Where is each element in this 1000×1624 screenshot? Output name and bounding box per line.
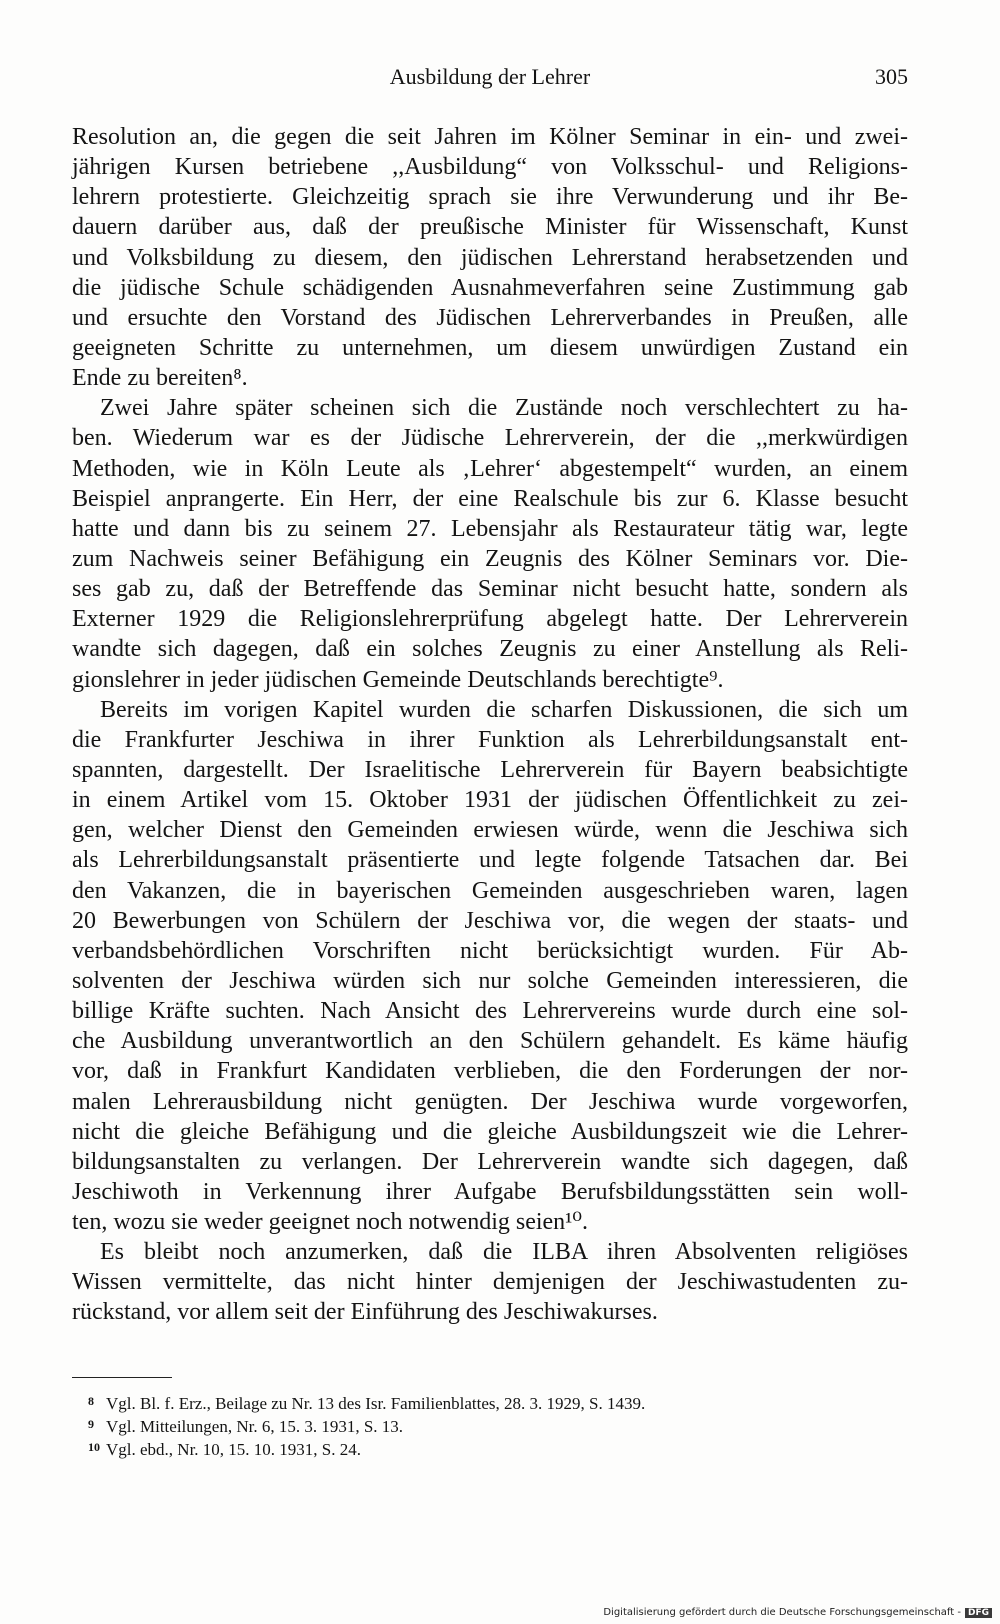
footnote-divider — [72, 1377, 172, 1378]
text-line: lehrern protestierte. Gleichzeitig sprach sie ihre Verwunderung und ihr Be- — [72, 184, 908, 211]
text-line: ses gab zu, daß der Betreffende das Seminar nicht besucht hatte, sondern als — [72, 576, 908, 603]
running-title: Ausbildung der Lehrer — [389, 64, 591, 89]
footnote-mark: 8 — [88, 1394, 94, 1408]
text-line: wandte sich dagegen, daß ein solches Zeugnis zu einer Anstellung als Reli- — [72, 636, 908, 663]
digitization-credit — [603, 1607, 992, 1618]
text-line: 20 Bewerbungen von Schülern der Jeschiwa vor, die wegen der staats- und — [72, 907, 908, 934]
text-line: Zwei Jahre später scheinen sich die Zustände noch verschlechtert zu ha- — [100, 395, 908, 422]
text-line: bildungsanstalten zu verlangen. Der Lehrerverein wandte sich dagegen, daß — [72, 1148, 908, 1175]
text-line: ben. Wiederum war es der Jüdische Lehrerverein, der die ,,merkwürdigen — [72, 425, 908, 452]
text-line: Wissen vermittelte, das nicht hinter demjenigen der Jeschiwastudenten zu- — [72, 1269, 908, 1296]
text-line: billige Kräfte suchten. Nach Ansicht des Lehrervereins wurde durch eine sol- — [72, 998, 908, 1025]
text-line: Resolution an, die gegen die seit Jahren im Kölner Seminar in ein- und zwei- — [72, 124, 908, 150]
text-line: ten, wozu sie weder geeignet noch notwendig seien¹⁰. — [72, 1209, 588, 1236]
text-line: solventen der Jeschiwa würden sich nur solche Gemeinden interessieren, die — [72, 967, 908, 994]
footnote-mark: 10 — [88, 1440, 100, 1454]
footnotes — [88, 1390, 888, 1459]
text-line: die Frankfurter Jeschiwa in ihrer Funktion als Lehrerbildungsanstalt ent- — [72, 726, 908, 753]
text-line: verbandsbehördlichen Vorschriften nicht berücksichtigt wurden. Für Ab- — [72, 937, 908, 964]
footnote-text: Vgl. Mitteilungen, Nr. 6, 15. 3. 1931, S. 13. — [106, 1417, 404, 1436]
text-line: Es bleibt noch anzumerken, daß die ILBA ihren Absolventen religiöses — [100, 1239, 908, 1266]
text-line: Beispiel anprangerte. Ein Herr, der eine Realschule bis zur 6. Klasse besucht — [72, 485, 908, 512]
text-line: gen, welcher Dienst den Gemeinden erwiesen würde, wenn die Jeschiwa sich — [72, 817, 908, 844]
text-line: Jeschiwoth in Verkennung ihrer Aufgabe Berufsbildungsstätten sein woll- — [72, 1178, 908, 1205]
body-text — [72, 122, 908, 1328]
text-line: hatte und dann bis zu seinem 27. Lebensjahr als Restaurateur tätig war, legte — [72, 515, 908, 542]
text-line: Ende zu bereiten⁸. — [72, 365, 248, 392]
text-line: dauern darüber aus, daß der preußische Minister für Wissenschaft, Kunst — [72, 214, 908, 241]
page-number: 305 — [875, 64, 908, 89]
credit-text: Digitalisierung gefördert durch die Deutsche Forschungsgemeinschaft - — [603, 1607, 961, 1618]
text-line: Methoden, wie in Köln Leute als ‚Lehrer‘ abgestempelt“ wurden, an einem — [72, 455, 908, 482]
footnote-text: Vgl. Bl. f. Erz., Beilage zu Nr. 13 des Isr. Familienblattes, 28. 3. 1929, S. 1439. — [106, 1394, 646, 1413]
text-line: malen Lehrerausbildung nicht genügten. Der Jeschiwa wurde vorgeworfen, — [72, 1088, 908, 1115]
text-line: rückstand, vor allem seit der Einführung des Jeschiwakurses. — [72, 1299, 658, 1326]
footnote-mark: 9 — [88, 1417, 94, 1431]
text-line: jährigen Kursen betriebene ,,Ausbildung“ von Volksschul- und Religions- — [72, 154, 908, 181]
text-line: gionslehrer in jeder jüdischen Gemeinde Deutschlands berechtigte⁹. — [72, 666, 724, 693]
text-line: Bereits im vorigen Kapitel wurden die scharfen Diskussionen, die sich um — [100, 696, 908, 723]
text-line: che Ausbildung unverantwortlich an den Schülern gehandelt. Es käme häufig — [72, 1028, 908, 1055]
text-line: Externer 1929 die Religionslehrerprüfung abgelegt hatte. Der Lehrerverein — [72, 606, 908, 633]
text-line: geeigneten Schritte zu unternehmen, um diesem unwürdigen Zustand ein — [72, 334, 908, 361]
text-line: und Volksbildung zu diesem, den jüdischen Lehrerstand herabsetzenden und — [72, 244, 908, 271]
running-head — [72, 64, 908, 98]
footnote — [88, 1436, 888, 1459]
text-line: nicht die gleiche Befähigung und die gleiche Ausbildungszeit wie die Lehrer- — [72, 1118, 908, 1145]
text-line: den Vakanzen, die in bayerischen Gemeinden ausgeschrieben waren, lagen — [72, 877, 908, 904]
text-line: in einem Artikel vom 15. Oktober 1931 der jüdischen Öffentlichkeit zu zei- — [72, 787, 908, 814]
text-line: vor, daß in Frankfurt Kandidaten verblieben, die den Forderungen der nor- — [72, 1058, 908, 1085]
footnote-text: Vgl. ebd., Nr. 10, 15. 10. 1931, S. 24. — [106, 1440, 361, 1459]
text-line: als Lehrerbildungsanstalt präsentierte und legte folgende Tatsachen dar. Bei — [72, 847, 908, 874]
footnote — [88, 1390, 888, 1413]
footnote — [88, 1413, 888, 1436]
text-line: spannten, dargestellt. Der Israelitische Lehrerverein für Bayern beabsichtigte — [72, 756, 908, 783]
dfg-logo: DFG — [965, 1608, 992, 1618]
text-line: zum Nachweis seiner Befähigung ein Zeugnis des Kölner Seminars vor. Die- — [72, 545, 908, 572]
text-line: und ersuchte den Vorstand des Jüdischen Lehrerverbandes in Preußen, alle — [72, 304, 908, 331]
text-line: die jüdische Schule schädigenden Ausnahmeverfahren seine Zustimmung gab — [72, 274, 908, 301]
